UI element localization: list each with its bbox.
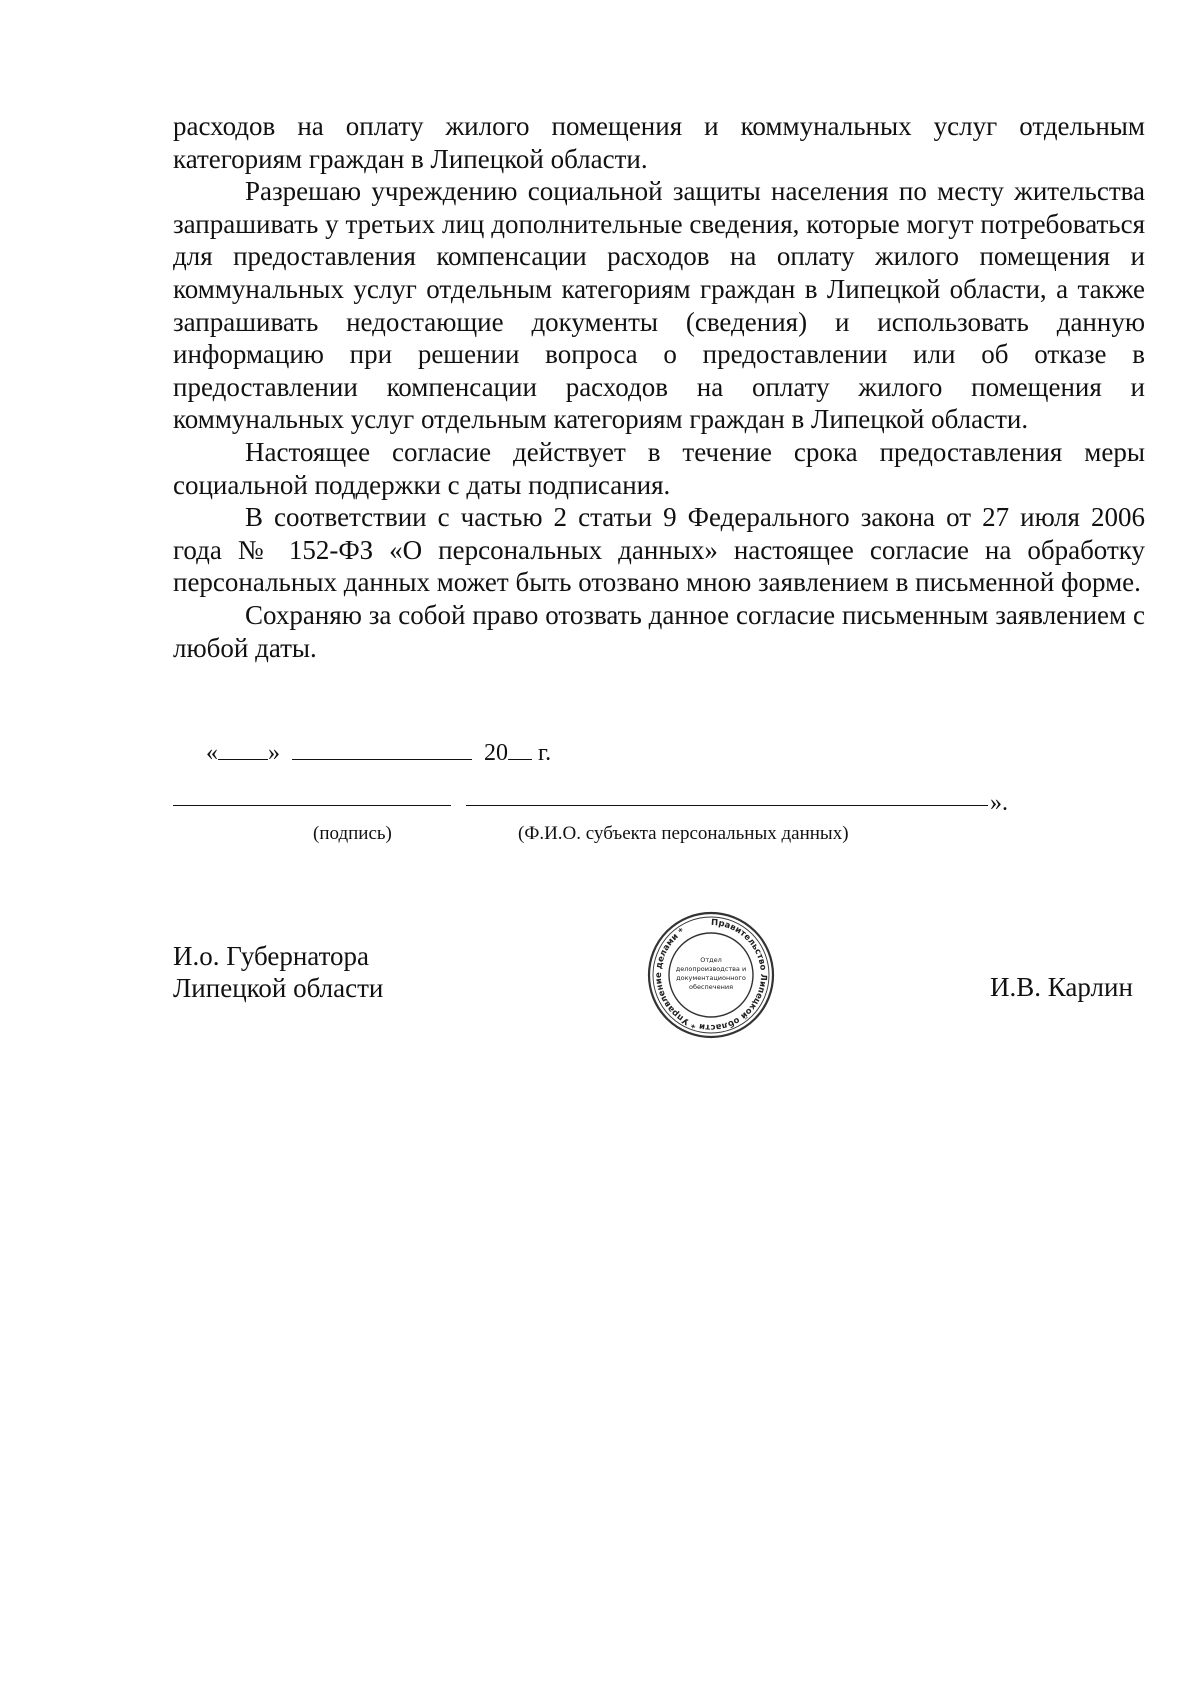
signer-name: И.В. Карлин: [990, 972, 1133, 1002]
paragraph-revocation-law: В соответствии с частью 2 статьи 9 Федерального закона от 27 июля 2006 года № 152-ФЗ «О персональных данных» настоящее согласие на обработку персональных данных может быть отозвано мною заявлением в письменной форме.: [173, 502, 1145, 598]
day-blank: [218, 739, 268, 760]
date-close-quote: »: [268, 740, 280, 766]
signer-position: [173, 940, 383, 1004]
signer-position-line1: И.о. Губернатора: [173, 941, 370, 971]
seal-center-line2: делопроизводства и: [675, 965, 747, 973]
seal-center-line1: Отдел: [700, 956, 722, 964]
consent-body: [173, 110, 1145, 664]
signature-line: [173, 805, 451, 806]
date-open-quote: «: [206, 740, 218, 766]
caption-signature: (подпись): [313, 823, 392, 844]
seal-center-line3: документационного: [676, 974, 746, 982]
year-blank: [508, 739, 532, 760]
signature-end-mark: ».: [990, 790, 1008, 816]
name-line: [466, 805, 988, 806]
signer-position-line2: Липецкой области: [173, 973, 384, 1003]
paragraph-revocation-right: Сохраняю за собой право отозвать данное согласие письменным заявлением с любой даты.: [173, 599, 1145, 663]
month-blank: [292, 739, 472, 760]
official-seal: [646, 910, 776, 1040]
paragraph-continuation: расходов на оплату жилого помещения и коммунальных услуг отдельным категориям граждан в Липецкой области.: [173, 111, 1145, 174]
caption-name: (Ф.И.О. субъекта персональных данных): [518, 823, 849, 844]
paragraph-validity: Настоящее согласие действует в течение срока предоставления меры социальной поддержки с даты подписания.: [173, 436, 1145, 500]
year-prefix: 20: [484, 740, 508, 766]
seal-ring-text: Правительство Липецкой области * Управление делами *: [653, 917, 769, 1033]
paragraph-permission: Разрешаю учреждению социальной защиты населения по месту жительства запрашивать у третьих лиц дополнительные сведения, которые могут потребоваться для предоставления компенсации расходов на оплату жилого помещения и коммунальных услуг отдельным категориям граждан в Липецкой области, а также запрашивать недостающие документы (сведения) и использовать данную информацию при решении вопроса о предоставлении или об отказе в предоставлении компенсации расходов на оплату жилого помещения и коммунальных услуг отдельным категориям граждан в Липецкой области.: [173, 176, 1145, 435]
date-fill-line: [206, 739, 551, 767]
seal-center-line4: обеспечения: [688, 983, 734, 991]
year-suffix: г.: [532, 740, 552, 766]
